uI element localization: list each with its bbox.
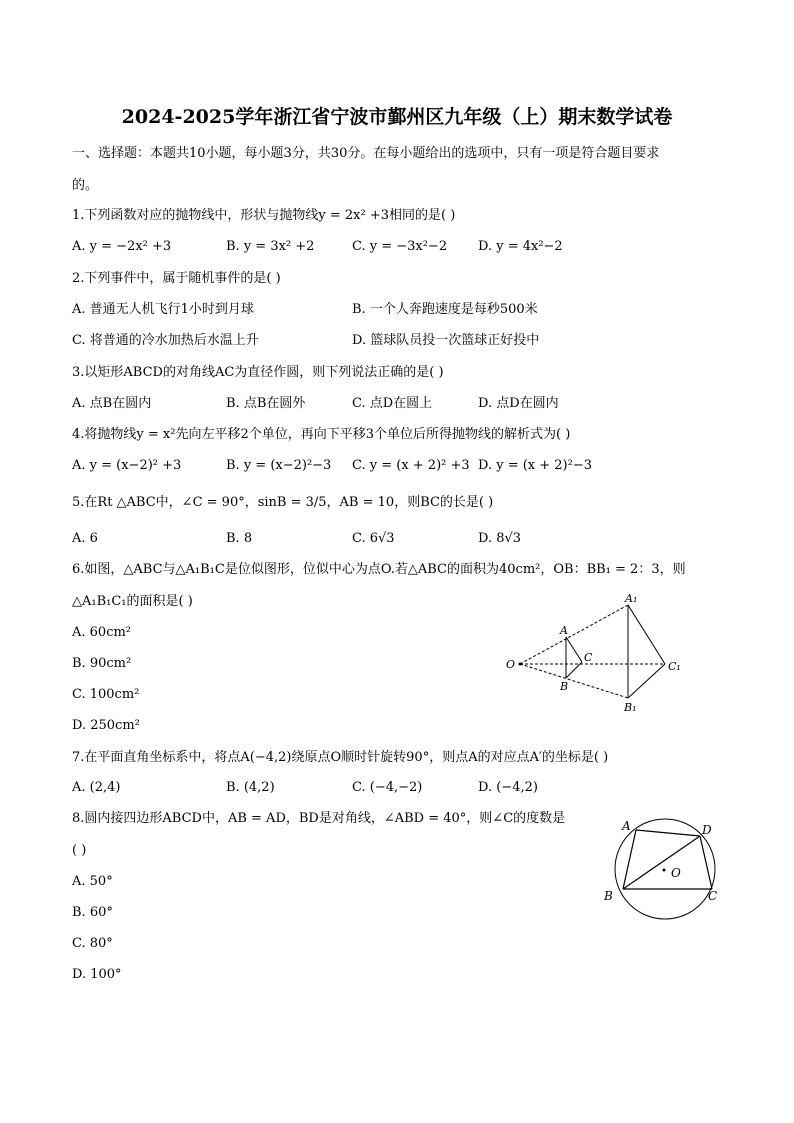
question-2-option-d: D. 篮球队员投一次篮球正好投中 xyxy=(352,333,540,348)
question-3-stem: 3.以矩形ABCD的对角线AC为直径作圆，则下列说法正确的是( ) xyxy=(72,365,444,380)
question-3-option-b: B. 点B在圆外 xyxy=(226,396,306,411)
circle-d-label: D xyxy=(702,823,712,837)
point-b1-label: B₁ xyxy=(624,701,637,714)
section-instructions-line2: 的。 xyxy=(72,178,99,193)
question-6-stem-cont: △A₁B₁C₁的面积是( ) xyxy=(72,594,193,609)
question-2-option-c: C. 将普通的冷水加热后水温上升 xyxy=(72,333,259,348)
question-8-option-b: B. 60° xyxy=(72,905,113,920)
question-8-stem: 8.圆内接四边形ABCD中，AB = AD，BD是对角线，∠ABD = 40°，则∠C的度数是 xyxy=(72,811,566,826)
question-8-option-d: D. 100° xyxy=(72,967,122,982)
question-6-option-d: D. 250cm² xyxy=(72,718,140,733)
question-3-option-c: C. 点D在圆上 xyxy=(352,396,433,411)
question-2-stem: 2.下列事件中，属于随机事件的是( ) xyxy=(72,271,281,286)
inscribed-quadrilateral-figure xyxy=(598,812,728,922)
question-5-stem: 5.在Rt △ABC中，∠C = 90°，sinB = 3/5，AB = 10，则BC的长是( ) xyxy=(72,495,494,510)
question-6-option-b: B. 90cm² xyxy=(72,656,132,671)
point-b-label: B xyxy=(560,680,569,693)
question-3-option-a: A. 点B在圆内 xyxy=(72,396,152,411)
question-6-option-c: C. 100cm² xyxy=(72,687,140,702)
point-c1-label: C₁ xyxy=(668,660,681,673)
question-4-option-b: B. y = (x−2)²−3 xyxy=(226,458,332,473)
question-8-option-a: A. 50° xyxy=(72,874,113,889)
question-2-option-a: A. 普通无人机飞行1小时到月球 xyxy=(72,302,254,317)
question-4-stem: 4.将抛物线y = x²先向左平移2个单位，再向下平移3个单位后所得抛物线的解析式为( ) xyxy=(72,427,571,442)
question-7-option-a: A. (2,4) xyxy=(72,780,121,795)
question-1-option-a: A. y = −2x² +3 xyxy=(72,239,172,254)
question-1-option-c: C. y = −3x²−2 xyxy=(352,239,448,254)
circle-a-label: A xyxy=(622,819,631,833)
section-instructions-line1: 一、选择题：本题共10小题，每小题3分，共30分。在每小题给出的选项中，只有一项是符合题目要求 xyxy=(72,146,660,161)
question-8-stem-cont: ( ) xyxy=(72,843,87,858)
question-2-option-b: B. 一个人奔跑速度是每秒500米 xyxy=(352,302,538,317)
question-5-option-c: C. 6√3 xyxy=(352,531,395,546)
point-c-label: C xyxy=(584,651,593,664)
question-5-option-a: A. 6 xyxy=(72,531,98,546)
question-7-option-c: C. (−4,−2) xyxy=(352,780,423,795)
question-4-option-a: A. y = (x−2)² +3 xyxy=(72,458,182,473)
question-8-option-c: C. 80° xyxy=(72,936,113,951)
question-6-stem: 6.如图，△ABC与△A₁B₁C是位似图形，位似中心为点O.若△ABC的面积为40cm²，OB：BB₁ = 2：3，则 xyxy=(72,562,686,577)
circle-c-label: C xyxy=(708,889,718,903)
question-1-stem: 1.下列函数对应的抛物线中，形状与抛物线y = 2x² +3相同的是( ) xyxy=(72,208,456,223)
page-title: 2024-2025学年浙江省宁波市鄞州区九年级（上）期末数学试卷 xyxy=(121,106,673,128)
question-5-option-d: D. 8√3 xyxy=(478,531,522,546)
circle-o-label: O xyxy=(671,866,681,880)
point-o-label: O xyxy=(506,658,516,671)
question-7-option-d: D. (−4,2) xyxy=(478,780,538,795)
question-7-stem: 7.在平面直角坐标系中，将点A(−4,2)绕原点O顺时针旋转90°，则点A的对应点A′的坐标是( ) xyxy=(72,750,609,765)
question-5-option-b: B. 8 xyxy=(226,531,253,546)
question-3-option-d: D. 点D在圆内 xyxy=(478,396,559,411)
homothety-figure xyxy=(500,590,700,720)
question-6-option-a: A. 60cm² xyxy=(72,625,132,640)
point-a-label: A xyxy=(560,624,568,637)
question-4-option-c: C. y = (x + 2)² +3 xyxy=(352,458,470,473)
point-a1-label: A₁ xyxy=(625,592,638,605)
question-1-option-b: B. y = 3x² +2 xyxy=(226,239,315,254)
question-1-option-d: D. y = 4x²−2 xyxy=(478,239,563,254)
question-7-option-b: B. (4,2) xyxy=(226,780,275,795)
question-4-option-d: D. y = (x + 2)²−3 xyxy=(478,458,593,473)
circle-b-label: B xyxy=(604,889,613,903)
